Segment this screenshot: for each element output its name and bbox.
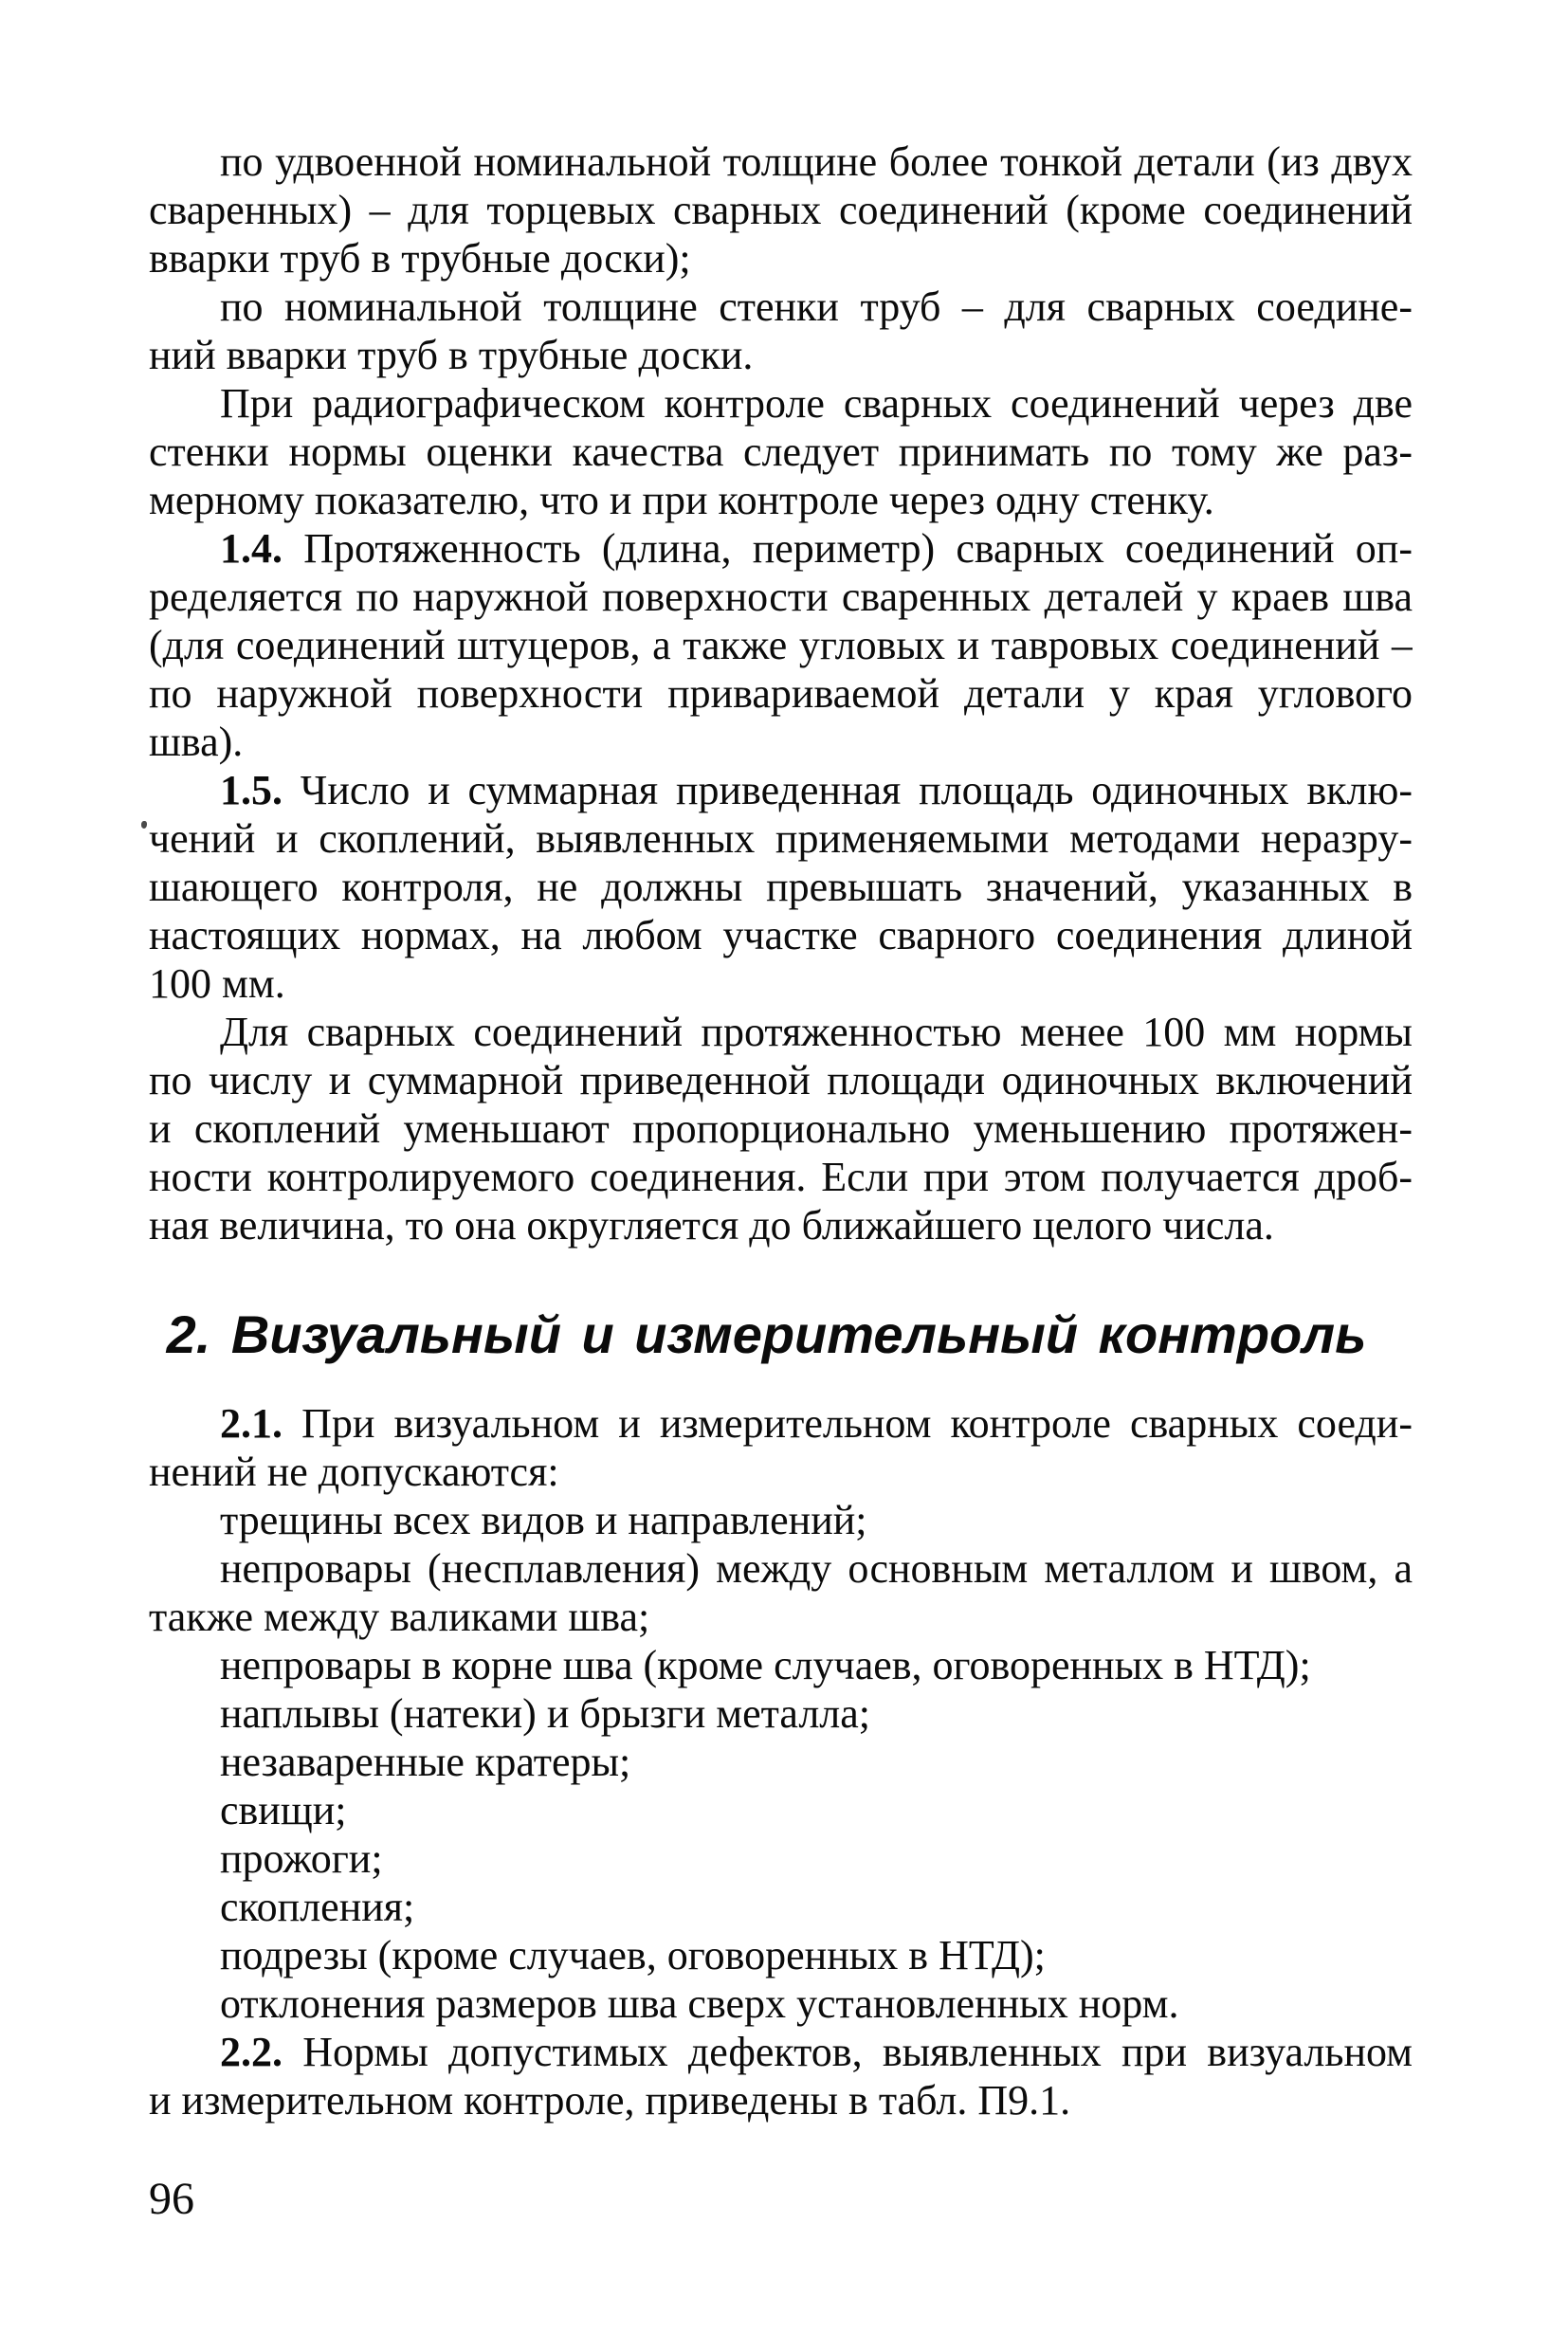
text-line: настоящих нормах, на любом участке сварного соединения длиной	[149, 912, 1413, 958]
clause-number: 2.1.	[220, 1400, 283, 1447]
text-line: ная величина, то она округляется до ближайшего целого числа.	[149, 1202, 1274, 1249]
text-line: При радиографическом контроле сварных соединений через две	[220, 380, 1413, 427]
section-heading: 2. Визуальный и измерительный контроль	[166, 1304, 1367, 1364]
text-line: шва).	[149, 719, 244, 765]
text-line: (для соединений штуцеров, а также угловых и тавровых соединений –	[149, 622, 1413, 668]
text-line: свищи;	[220, 1787, 347, 1833]
text-line: нений не допускаются:	[149, 1449, 559, 1495]
text-line: вварки труб в трубные доски);	[149, 235, 691, 282]
text-line: скопления;	[220, 1884, 415, 1930]
clause-number: 1.5.	[220, 767, 283, 813]
page-number: 96	[149, 2174, 194, 2224]
text-line: подрезы (кроме случаев, оговоренных в НТД);	[220, 1932, 1046, 1978]
text-line: мерному показателю, что и при контроле через одну стенку.	[149, 477, 1214, 523]
text-line: наплывы (натеки) и брызги металла;	[220, 1690, 871, 1737]
text-line: 100 мм.	[149, 960, 285, 1007]
text-line: непровары (несплавления) между основным металлом и швом, а	[220, 1545, 1413, 1592]
text-line: по наружной поверхности привариваемой детали у края углового	[149, 670, 1413, 717]
text-line: Для сварных соединений протяженностью менее 100 мм нормы	[220, 1009, 1413, 1055]
text-line: по номинальной толщине стенки труб – для сварных соедине-	[220, 283, 1413, 330]
text-line: шающего контроля, не должны превышать значений, указанных в	[149, 864, 1413, 910]
text-line: трещины всех видов и направлений;	[220, 1497, 867, 1543]
text-line: и скоплений уменьшают пропорционально уменьшению протяжен-	[149, 1105, 1413, 1152]
text-line: ределяется по наружной поверхности сваренных деталей у краев шва	[149, 574, 1413, 620]
text-line: по числу и суммарной приведенной площади одиночных включений	[149, 1057, 1413, 1103]
text-line: прожоги;	[220, 1835, 383, 1882]
text-line: и измерительном контроле, приведены в табл. П9.1.	[149, 2077, 1071, 2124]
scan-artifact-dot	[141, 821, 147, 829]
clause-number: 1.4.	[220, 525, 283, 572]
text-line: стенки нормы оценки качества следует принимать по тому же раз-	[149, 428, 1413, 475]
text-line: 1.4. Протяженность (длина, периметр) сварных соединений оп-	[220, 525, 1413, 572]
text-line: сваренных) – для торцевых сварных соединений (кроме соединений	[149, 187, 1413, 233]
text-line: 1.5. Число и суммарная приведенная площадь одиночных вклю-	[220, 767, 1413, 813]
text-line: 2.1. При визуальном и измерительном контроле сварных соеди-	[220, 1400, 1413, 1447]
text-line: 2.2. Нормы допустимых дефектов, выявленных при визуальном	[220, 2029, 1413, 2075]
clause-number: 2.2.	[220, 2029, 283, 2075]
text-line: ности контролируемого соединения. Если при этом получается дроб-	[149, 1154, 1413, 1200]
text-line: чений и скоплений, выявленных применяемыми методами неразру-	[149, 815, 1413, 862]
text-block	[149, 137, 1413, 2124]
text-line: непровары в корне шва (кроме случаев, оговоренных в НТД);	[220, 1642, 1311, 1688]
text-line: отклонения размеров шва сверх установленных норм.	[220, 1980, 1179, 2027]
text-line: по удвоенной номинальной толщине более тонкой детали (из двух	[220, 138, 1413, 185]
text-line: незаваренные кратеры;	[220, 1739, 631, 1785]
text-line: ний вварки труб в трубные доски.	[149, 332, 754, 378]
text-line: также между валиками шва;	[149, 1594, 650, 1640]
